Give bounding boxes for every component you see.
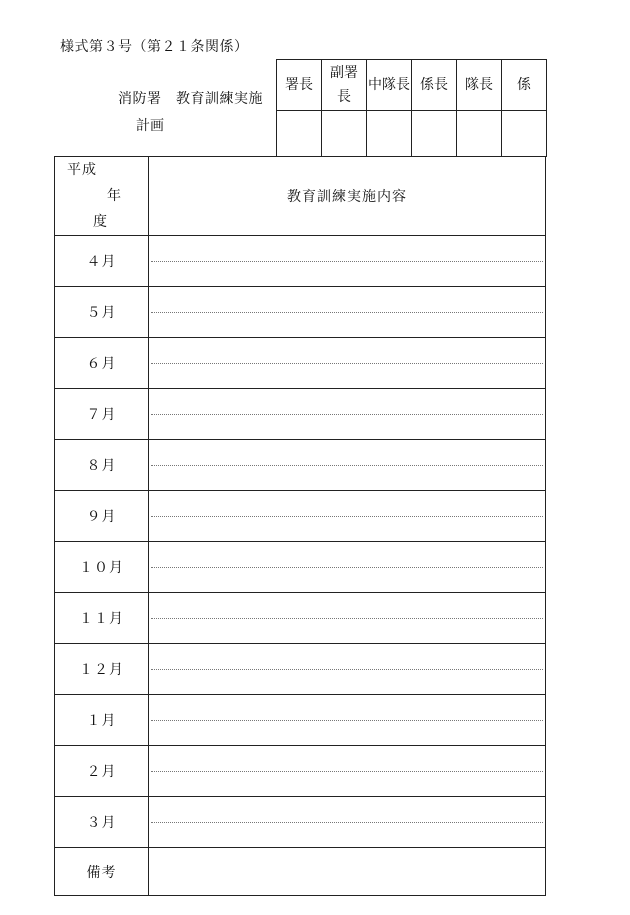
seal-box-chief[interactable]	[277, 111, 322, 157]
seal-box-section-chief[interactable]	[412, 111, 457, 157]
dotted-writing-line	[151, 414, 543, 415]
month-row	[55, 389, 546, 440]
month-label: １１月	[55, 593, 149, 644]
era-label: 平成	[67, 162, 97, 178]
dotted-writing-line	[151, 465, 543, 466]
training-plan-table	[54, 156, 546, 896]
dotted-writing-line	[151, 669, 543, 670]
month-rows	[55, 236, 546, 848]
month-content-field[interactable]	[149, 542, 546, 593]
month-label: ４月	[55, 236, 149, 287]
remarks-row	[55, 848, 546, 896]
approval-seal-row	[277, 111, 547, 157]
month-row	[55, 236, 546, 287]
month-content-field[interactable]	[149, 338, 546, 389]
month-content-field[interactable]	[149, 236, 546, 287]
dotted-writing-line	[151, 516, 543, 517]
month-row	[55, 644, 546, 695]
month-content-field[interactable]	[149, 287, 546, 338]
form-reference: 様式第３号（第２１条関係）	[60, 39, 249, 55]
approval-stamp-table	[276, 59, 547, 157]
month-label: ７月	[55, 389, 149, 440]
month-content-field[interactable]	[149, 389, 546, 440]
month-row	[55, 491, 546, 542]
approval-label-row	[277, 60, 547, 111]
month-row	[55, 542, 546, 593]
month-label: ３月	[55, 797, 149, 848]
approval-label-section-chief: 係長	[412, 60, 457, 111]
month-label: １０月	[55, 542, 149, 593]
month-label: ６月	[55, 338, 149, 389]
month-label: ５月	[55, 287, 149, 338]
month-label: ９月	[55, 491, 149, 542]
month-row	[55, 440, 546, 491]
form-title	[118, 86, 263, 140]
month-label: ２月	[55, 746, 149, 797]
month-label: １月	[55, 695, 149, 746]
month-content-field[interactable]	[149, 797, 546, 848]
month-content-field[interactable]	[149, 491, 546, 542]
dotted-writing-line	[151, 771, 543, 772]
month-row	[55, 593, 546, 644]
remarks-field[interactable]	[149, 848, 546, 896]
month-content-field[interactable]	[149, 695, 546, 746]
month-content-field[interactable]	[149, 644, 546, 695]
approval-label-company-leader: 中隊長	[367, 60, 412, 111]
approval-label-deputy-chief	[322, 60, 367, 111]
month-content-field[interactable]	[149, 440, 546, 491]
month-row	[55, 746, 546, 797]
month-row	[55, 287, 546, 338]
dotted-writing-line	[151, 822, 543, 823]
seal-box-staff[interactable]	[502, 111, 547, 157]
dotted-writing-line	[151, 618, 543, 619]
seal-box-deputy-chief[interactable]	[322, 111, 367, 157]
month-content-field[interactable]	[149, 746, 546, 797]
month-label: １２月	[55, 644, 149, 695]
dotted-writing-line	[151, 312, 543, 313]
approval-label-unit-leader: 隊長	[457, 60, 502, 111]
form-title-line2: 計画	[136, 118, 164, 134]
month-row	[55, 338, 546, 389]
approval-label-deputy-chief-text: 副署長	[330, 65, 358, 105]
year-label: 年	[107, 188, 122, 204]
approval-label-staff: 係	[502, 60, 547, 111]
plan-header-row	[55, 157, 546, 236]
dotted-writing-line	[151, 567, 543, 568]
dotted-writing-line	[151, 363, 543, 364]
seal-box-company-leader[interactable]	[367, 111, 412, 157]
fiscal-year-cell[interactable]	[55, 157, 149, 236]
approval-label-chief: 署長	[277, 60, 322, 111]
dotted-writing-line	[151, 261, 543, 262]
fiscal-year-label	[55, 157, 148, 235]
seal-box-unit-leader[interactable]	[457, 111, 502, 157]
fiscal-year-line1	[55, 157, 148, 209]
month-row	[55, 797, 546, 848]
month-label: ８月	[55, 440, 149, 491]
month-content-field[interactable]	[149, 593, 546, 644]
fiscal-year-suffix: 度	[93, 214, 108, 230]
month-row	[55, 695, 546, 746]
dotted-writing-line	[151, 720, 543, 721]
form-title-line1: 消防署 教育訓練実施	[118, 91, 263, 107]
remarks-label: 備考	[55, 848, 149, 896]
content-header: 教育訓練実施内容	[149, 157, 546, 236]
